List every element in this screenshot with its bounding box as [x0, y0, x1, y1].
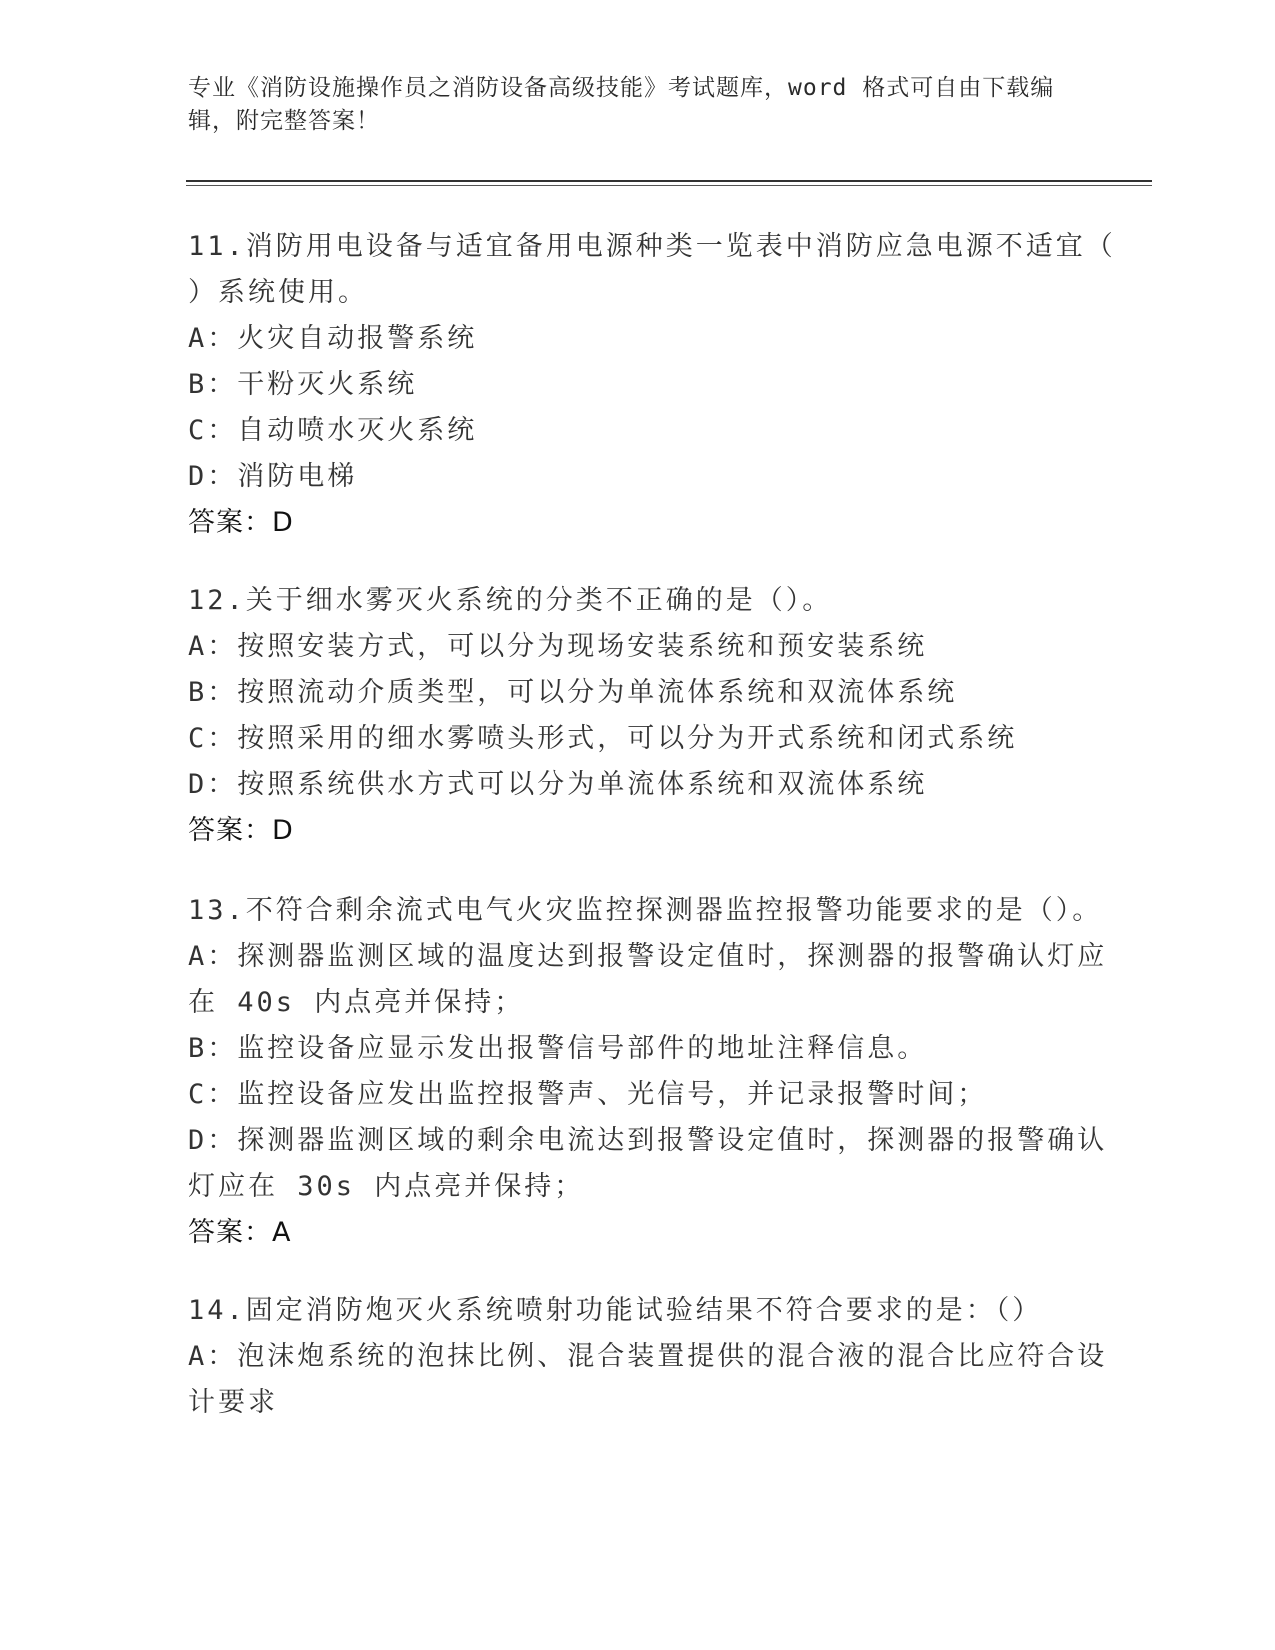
question-stem-continued: ）系统使用。 — [188, 277, 368, 308]
question-11 — [188, 224, 1116, 546]
option-b: B：按照流动介质类型，可以分为单流体系统和双流体系统 — [188, 677, 958, 708]
header-line-1: 专业《消防设施操作员之消防设备高级技能》考试题库，word 格式可自由下载编 — [188, 75, 1055, 101]
question-stem: 12.关于细水雾灭火系统的分类不正确的是（）。 — [188, 585, 833, 616]
question-stem: 11.消防用电设备与适宜备用电源种类一览表中消防应急电源不适宜（ — [188, 231, 1116, 262]
document-header — [188, 72, 1068, 138]
option-d: D：消防电梯 — [188, 461, 358, 492]
option-d-continued: 灯应在 30s 内点亮并保持； — [188, 1171, 585, 1202]
option-c: C：自动喷水灭火系统 — [188, 415, 478, 446]
question-12 — [188, 578, 1078, 854]
answer-label: 答案：D — [188, 815, 294, 846]
header-divider-thin — [186, 185, 1152, 186]
header-divider — [186, 180, 1152, 182]
option-c: C：按照采用的细水雾喷头形式，可以分为开式系统和闭式系统 — [188, 723, 1018, 754]
option-a: A：火灾自动报警系统 — [188, 323, 478, 354]
option-d: D：按照系统供水方式可以分为单流体系统和双流体系统 — [188, 769, 928, 800]
option-d: D：探测器监测区域的剩余电流达到报警设定值时，探测器的报警确认 — [188, 1125, 1108, 1156]
question-13 — [188, 888, 1108, 1256]
question-stem: 13.不符合剩余流式电气火灾监控探测器监控报警功能要求的是（）。 — [188, 895, 1103, 926]
option-a: A：探测器监测区域的温度达到报警设定值时，探测器的报警确认灯应 — [188, 941, 1108, 972]
option-a: A：按照安装方式，可以分为现场安装系统和预安装系统 — [188, 631, 928, 662]
option-a-continued: 在 40s 内点亮并保持； — [188, 987, 525, 1018]
question-stem: 14.固定消防炮灭火系统喷射功能试验结果不符合要求的是：（） — [188, 1295, 1043, 1326]
question-14 — [188, 1288, 1108, 1426]
option-a-continued: 计要求 — [188, 1387, 278, 1418]
option-b: B：干粉灭火系统 — [188, 369, 418, 400]
option-c: C：监控设备应发出监控报警声、光信号，并记录报警时间； — [188, 1079, 988, 1110]
answer-label: 答案：D — [188, 507, 294, 538]
answer-label: 答案：A — [188, 1217, 292, 1248]
option-a: A：泡沫炮系统的泡抹比例、混合装置提供的混合液的混合比应符合设 — [188, 1341, 1108, 1372]
option-b: B：监控设备应显示发出报警信号部件的地址注释信息。 — [188, 1033, 928, 1064]
header-line-2: 辑，附完整答案！ — [188, 108, 380, 134]
